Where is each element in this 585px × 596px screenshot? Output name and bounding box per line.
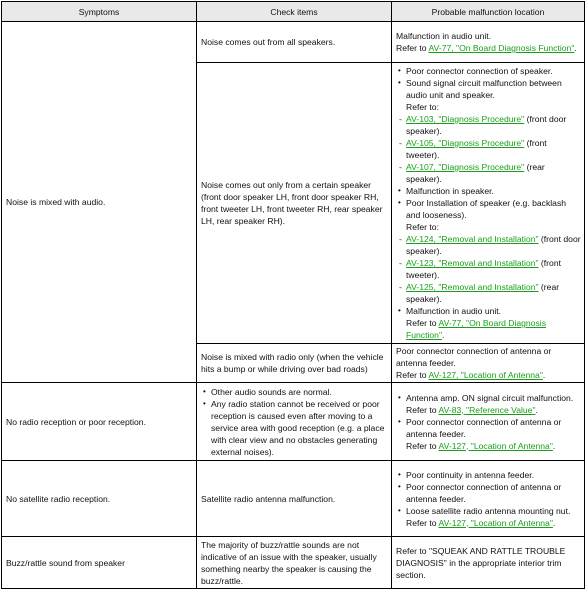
link-av127-location-of-antenna[interactable]: AV-127, "Location of Antenna": [428, 370, 543, 380]
list-item: [396, 113, 582, 137]
list-item: • Poor connector connection of antenna or antenna feeder.: [396, 481, 582, 505]
check-no-radio: [197, 383, 392, 461]
list-item: [396, 517, 582, 529]
list-item: [396, 137, 582, 161]
link-av83-reference-value[interactable]: AV-83, "Reference Value": [438, 404, 536, 415]
link-av124-removal-installation[interactable]: AV-124, "Removal and Installation": [406, 234, 539, 244]
list-item: [396, 317, 582, 341]
header-symptoms: Symptoms: [2, 2, 197, 22]
link-av107-diagnosis-procedure[interactable]: AV-107, "Diagnosis Procedure": [406, 162, 525, 172]
link-av127-location-of-antenna[interactable]: AV-127, "Location of Antenna": [438, 440, 553, 451]
check-radio-only: Noise is mixed with radio only (when the vehicle hits a bump or while driving over bad roads): [197, 344, 392, 383]
period-text: .: [574, 43, 577, 53]
link-av125-removal-installation[interactable]: AV-125, "Removal and Installation": [406, 282, 539, 292]
check-all-speakers: Noise comes out from all speakers.: [197, 22, 392, 63]
list-item: [396, 257, 582, 281]
refer-label: Refer to:: [406, 102, 439, 112]
list-item: • Poor connector connection of antenna or antenna feeder.: [396, 416, 582, 440]
table-row: [2, 22, 585, 63]
location-radio-only: [392, 344, 585, 383]
check-buzz-rattle: The majority of buzz/rattle sounds are not indicative of an issue with the speaker, usually something nearby the speaker is causing the buzz/rattle.: [197, 537, 392, 589]
location-no-radio: [392, 383, 585, 461]
audio-diagnosis-table: [1, 1, 585, 589]
list-item: [396, 233, 582, 257]
link-suffix: (front door speaker).: [406, 234, 581, 256]
refer-text: Refer to: [406, 404, 439, 415]
location-no-satellite: [392, 461, 585, 537]
table-header-row: [2, 2, 585, 22]
link-av103-diagnosis-procedure[interactable]: AV-103, "Diagnosis Procedure": [406, 114, 525, 124]
period-text: .: [552, 440, 556, 451]
location-all-speakers: [392, 22, 585, 63]
link-av77-on-board-diagnosis[interactable]: AV-77, "On Board Diagnosis Function": [406, 318, 546, 340]
period-text: .: [542, 370, 546, 380]
location-text: Poor connector connection of antenna or antenna feeder.: [396, 346, 552, 368]
link-av105-diagnosis-procedure[interactable]: AV-105, "Diagnosis Procedure": [406, 138, 525, 148]
location-list: [396, 392, 582, 452]
header-probable-location: Probable malfunction location: [392, 2, 585, 22]
symptom-no-radio-reception: No radio reception or poor reception.: [2, 383, 197, 461]
link-av123-removal-installation[interactable]: AV-123, "Removal and Installation": [406, 258, 539, 268]
link-suffix: (rear speaker).: [406, 282, 560, 304]
period-text: .: [535, 404, 538, 415]
list-item: • Poor connector connection of speaker.: [396, 65, 582, 77]
list-item: • Malfunction in speaker.: [396, 185, 582, 197]
period-text: .: [442, 330, 445, 340]
symptom-noise-mixed: Noise is mixed with audio.: [2, 22, 197, 383]
header-check-items: Check items: [197, 2, 392, 22]
list-item: • Antenna amp. ON signal circuit malfunction.: [396, 392, 582, 404]
check-certain-speaker: Noise comes out only from a certain speaker (front door speaker LH, front door speaker RH, front tweeter LH, front tweeter RH, rear speaker LH, rear speaker RH).: [197, 63, 392, 344]
location-text: Malfunction in audio unit.: [396, 31, 492, 41]
link-suffix: (front tweeter).: [406, 138, 547, 160]
list-item: [396, 281, 582, 305]
period-text: .: [552, 517, 556, 528]
refer-text: Refer to: [396, 43, 429, 53]
link-suffix: (rear speaker).: [406, 162, 545, 184]
symptom-no-satellite: No satellite radio reception.: [2, 461, 197, 537]
location-buzz-rattle: Refer to "SQUEAK AND RATTLE TROUBLE DIAGNOSIS" in the appropriate interior trim section.: [392, 537, 585, 589]
list-item: • Sound signal circuit malfunction between audio unit and speaker.: [396, 77, 582, 101]
list-item: • Poor Installation of speaker (e.g. backlash and looseness).: [396, 197, 582, 221]
location-list: [396, 65, 582, 341]
check-list: [201, 386, 389, 458]
list-item: • Malfunction in audio unit.: [396, 305, 582, 317]
refer-label: Refer to:: [406, 222, 439, 232]
list-item: • Other audio sounds are normal.: [201, 386, 389, 398]
refer-text: Refer to: [396, 370, 429, 380]
link-suffix: (front tweeter).: [406, 258, 561, 280]
check-satellite-antenna: Satellite radio antenna malfunction.: [197, 461, 392, 537]
table-row: [2, 461, 585, 537]
table-row: [2, 383, 585, 461]
link-av77-on-board-diagnosis[interactable]: AV-77, "On Board Diagnosis Function": [428, 43, 575, 53]
refer-text: Refer to: [406, 517, 439, 528]
link-suffix: (front door speaker).: [406, 114, 567, 136]
list-item: • Loose satellite radio antenna mounting nut.: [396, 505, 582, 517]
table-row: [2, 537, 585, 589]
location-certain-speaker: [392, 63, 585, 344]
refer-text: Refer to: [406, 440, 439, 451]
location-list: [396, 469, 582, 529]
refer-text: Refer to: [406, 318, 439, 328]
list-item: • Poor continuity in antenna feeder.: [396, 469, 582, 481]
list-item: [396, 404, 582, 416]
list-item: [396, 440, 582, 452]
list-item: • Any radio station cannot be received or poor reception is caused even after moving to a service area with good reception (e.g. a place with clear view and no obstacles generating external noises).: [201, 398, 389, 458]
symptom-buzz-rattle: Buzz/rattle sound from speaker: [2, 537, 197, 589]
link-av127-location-of-antenna[interactable]: AV-127, "Location of Antenna": [438, 517, 553, 528]
list-item: [396, 161, 582, 185]
